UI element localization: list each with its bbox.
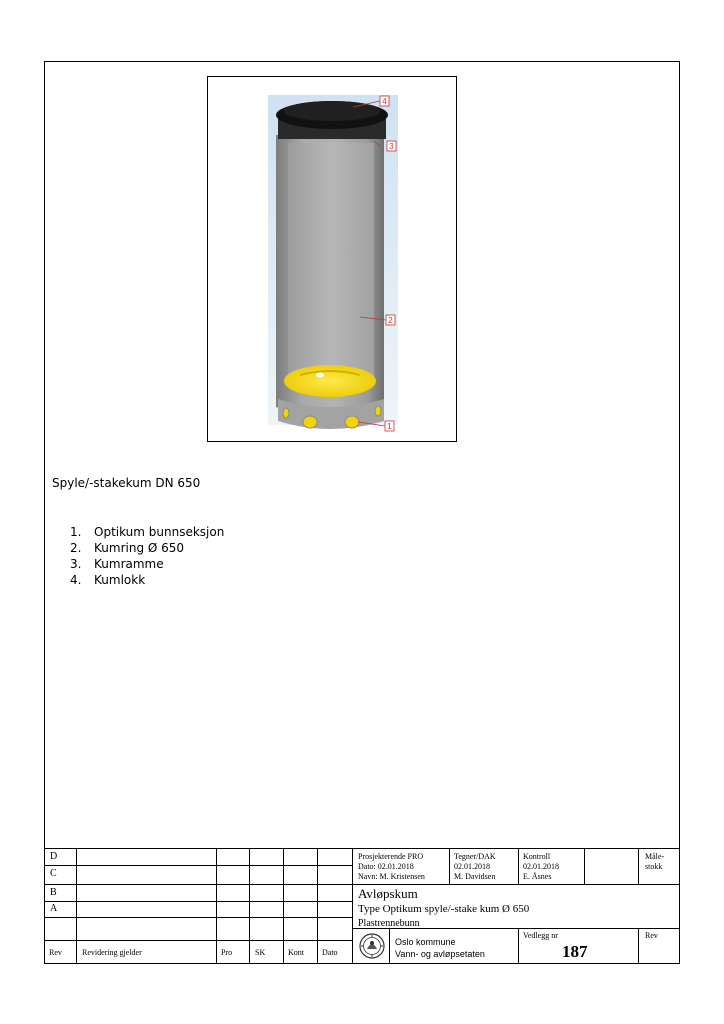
list-item: 4. Kumlokk (70, 573, 146, 587)
header-sk: SK (255, 948, 266, 957)
rev-row-b: B (50, 887, 57, 898)
header-pro: Pro (221, 948, 233, 957)
callout-1 (385, 421, 394, 431)
oslo-seal-icon (358, 932, 386, 960)
callout-2 (386, 315, 395, 325)
appendix-number: 187 (562, 942, 588, 961)
drawing-title: Avløpskum (358, 886, 418, 901)
plastic-channel-bottom (284, 365, 376, 397)
title-block (44, 848, 680, 964)
svg-text:4: 4 (382, 97, 387, 106)
drawing-subtitle: Type Optikum spyle/-stake kum Ø 650 (358, 903, 530, 915)
appendix-label: Vedlegg nr (523, 931, 558, 940)
callout-3 (387, 141, 396, 151)
project-designer: Prosjekterende PRO Dato: 02.01.2018 Navn: M. Kristensen (358, 852, 425, 881)
drawer-info: Tegner/DAK 02.01.2018 M. Davidsen (454, 852, 496, 881)
callout-4 (380, 96, 389, 106)
scale-label: Måle- stokk (645, 852, 665, 871)
header-kont: Kont (288, 948, 304, 957)
control-info: Kontroll 02.01.2018 E. Åsnes (523, 852, 559, 881)
header-dato: Dato (322, 948, 338, 957)
base-hole (345, 416, 359, 428)
base-hole (283, 408, 289, 418)
rev-row-d: D (50, 851, 58, 862)
parts-list (70, 524, 224, 588)
figure-caption: Spyle/-stakekum DN 650 (52, 476, 201, 490)
svg-text:2: 2 (388, 316, 393, 325)
svg-text:1: 1 (387, 422, 392, 431)
header-rev: Rev (49, 948, 62, 957)
list-item: 2. Kumring Ø 650 (70, 541, 185, 555)
base-hole (303, 416, 317, 428)
list-item: 1. Optikum bunnseksjon (70, 525, 225, 539)
manhole-figure (207, 76, 457, 442)
list-item: 3. Kumramme (70, 557, 164, 571)
rev-row-a: A (50, 903, 58, 914)
svg-text:3: 3 (389, 142, 394, 151)
drawing-note: Plastrennebunn (358, 918, 420, 929)
rev-row-c: C (50, 868, 57, 879)
inlet-opening (316, 373, 324, 378)
base-hole (375, 406, 381, 416)
org-name: Oslo kommune Vann- og avløpsetaten (395, 937, 485, 959)
rev-label: Rev (645, 931, 658, 940)
header-revision: Revidering gjelder (82, 948, 142, 957)
inner-wall (288, 143, 374, 383)
manhole-illustration (208, 77, 456, 441)
